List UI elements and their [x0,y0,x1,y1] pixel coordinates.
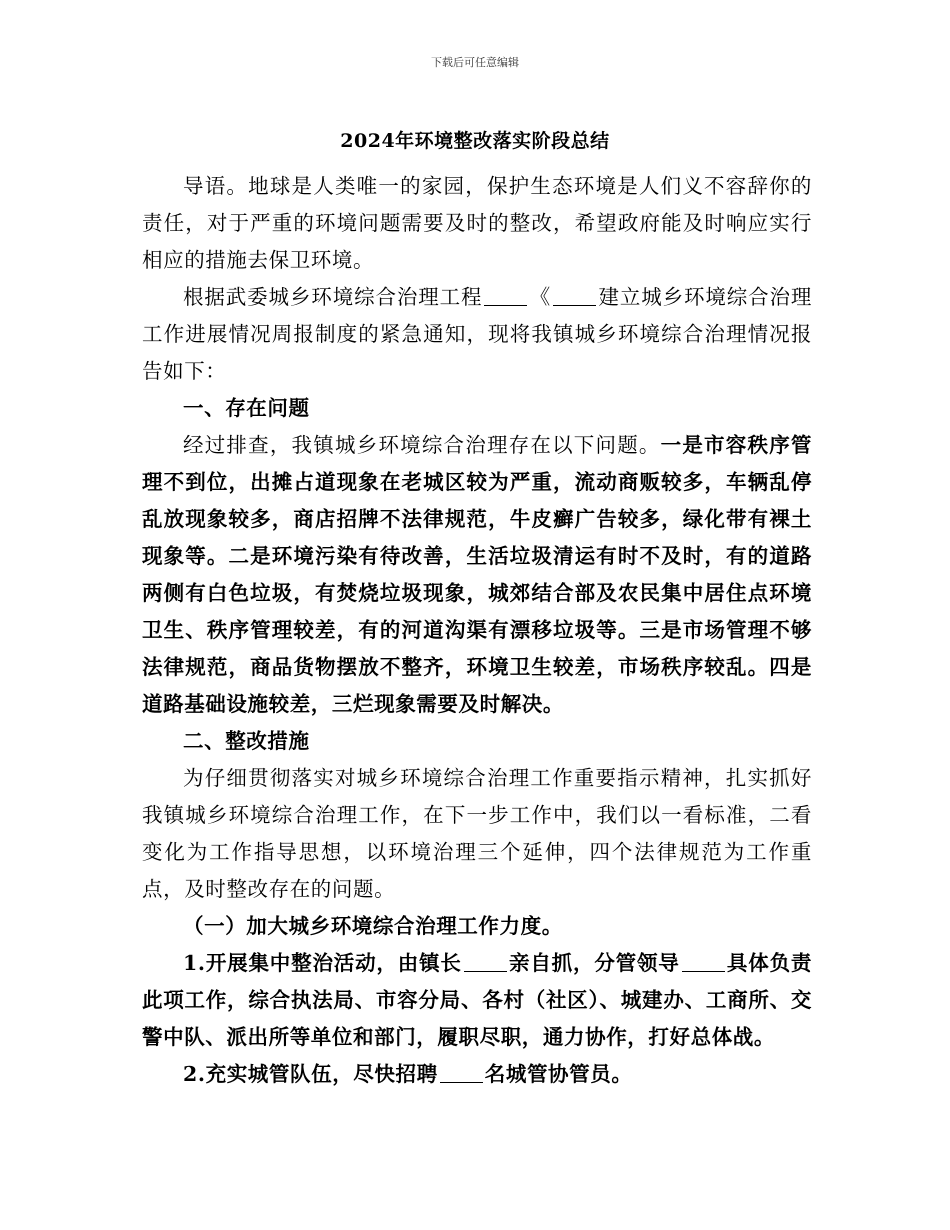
item-1-part2: 亲自抓，分管领导 [508,951,680,975]
header-note: 下载后可任意编辑 [431,56,519,69]
paragraph-basis-part1: 根据武委城乡环境综合治理工程 [183,285,483,309]
item-1-paragraph [142,945,812,1056]
fill-blank [553,285,596,307]
paragraph-basis [142,279,812,390]
paragraph-basis-part2: 建立城乡环境综合治理工作进展情况周报制度的紧急通知，现将我镇城乡环境综合治理情况报告如下： [142,285,812,383]
heading-problems: 一、存在问题 [183,396,310,420]
fill-blank [484,285,527,307]
intro-paragraph: 导语。地球是人类唯一的家园，保护生态环境是人们义不容辞你的责任，对于严重的环境问题需要及时的整改，希望政府能及时响应实行相应的措施去保卫环境。 [142,174,812,272]
paragraph-basis-bracket: 《 [529,285,552,309]
item-1-part1: 1.开展集中整治活动，由镇长 [183,951,462,975]
paragraph-measures: 为仔细贯彻落实对城乡环境综合治理工作重要指示精神，扎实抓好我镇城乡环境综合治理工作，在下一步工作中，我们以一看标准，二看变化为工作指导思想，以环境治理三个延伸，四个法律规范为工作重点，及时整改存在的问题。 [142,766,812,901]
heading-measures: 二、整改措施 [183,729,310,753]
document-title: 2024年环境整改落实阶段总结 [340,130,610,152]
fill-blank [440,1062,483,1084]
item-1-part3: 具体负责此项工作，综合执法局、市容分局、各村（社区）、城建办、工商所、交警中队、派出所等单位和部门，履职尽职，通力协作，打好总体战。 [142,951,812,1049]
item-2-part1: 2.充实城管队伍，尽快招聘 [183,1062,438,1086]
subheading-strengthen: （一）加大城乡环境综合治理工作力度。 [183,914,563,938]
fill-blank [682,951,725,973]
fill-blank [464,951,507,973]
item-2-paragraph [142,1056,812,1093]
item-2-part2: 名城管协管员。 [484,1062,633,1086]
paragraph-problems-bold: 一是市容秩序管理不到位，出摊占道现象在老城区较为严重，流动商贩较多，车辆乱停乱放现象较多，商店招牌不法律规范，牛皮癣广告较多，绿化带有裸土现象等。二是环境污染有待改善，生活垃圾清运有时不及时，有的道路两侧有白色垃圾，有焚烧垃圾现象，城郊结合部及农民集中居住点环境卫生、秩序管理较差，有的河道沟渠有漂移垃圾等。三是市场管理不够法律规范，商品货物摆放不整齐，环境卫生较差，市场秩序较乱。四是道路基础设施较差，三烂现象需要及时解决。 [142,433,813,716]
document-body [142,168,812,1093]
paragraph-problems-lead: 经过排查，我镇城乡环境综合治理存在以下问题。 [183,433,661,457]
paragraph-problems [142,427,812,723]
